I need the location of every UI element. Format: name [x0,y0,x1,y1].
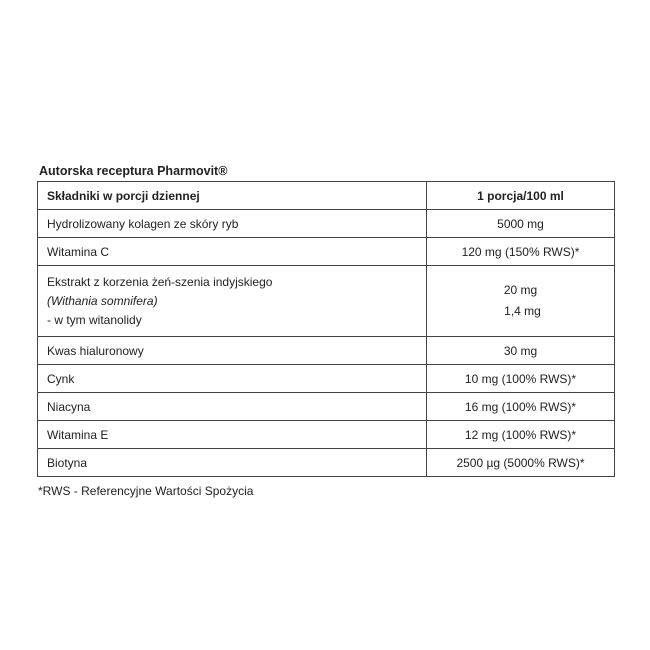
table-row [38,365,615,393]
ingredient-cell: Biotyna [38,449,427,477]
table-row [38,266,615,337]
value-cell: 16 mg (100% RWS)* [427,393,615,421]
table-row [38,449,615,477]
table-row [38,421,615,449]
ingredient-subline: - w tym witanolidy [47,312,142,327]
ingredient-cell [38,266,427,337]
table-row [38,210,615,238]
ingredient-cell: Cynk [38,365,427,393]
value-cell: 30 mg [427,337,615,365]
value-line: 20 mg [503,283,538,297]
ingredient-cell: Hydrolizowany kolagen ze skóry ryb [38,210,427,238]
table-row [38,238,615,266]
header-portion: 1 porcja/100 ml [427,182,615,210]
ingredient-cell: Niacyna [38,393,427,421]
value-subline: 1,4 mg [504,304,541,318]
recipe-title: Autorska receptura Pharmovit® [39,164,228,178]
value-cell: 10 mg (100% RWS)* [427,365,615,393]
table-row [38,393,615,421]
header-ingredient: Składniki w porcji dziennej [38,182,427,210]
footnote: *RWS - Referencyjne Wartości Spożycia [38,484,254,498]
ingredient-line: Ekstrakt z korzenia żeń-szenia indyjskiego [47,274,273,289]
ingredient-cell: Kwas hialuronowy [38,337,427,365]
nutrition-table [37,181,615,477]
ingredient-latin-name: (Withania somnifera) [47,293,158,308]
table-header-row [38,182,615,210]
ingredient-cell: Witamina E [38,421,427,449]
value-cell: 120 mg (150% RWS)* [427,238,615,266]
table-row [38,337,615,365]
value-cell: 5000 mg [427,210,615,238]
value-cell: 12 mg (100% RWS)* [427,421,615,449]
nutrition-document [37,163,614,499]
value-cell [427,266,615,337]
value-cell: 2500 µg (5000% RWS)* [427,449,615,477]
ingredient-cell: Witamina C [38,238,427,266]
